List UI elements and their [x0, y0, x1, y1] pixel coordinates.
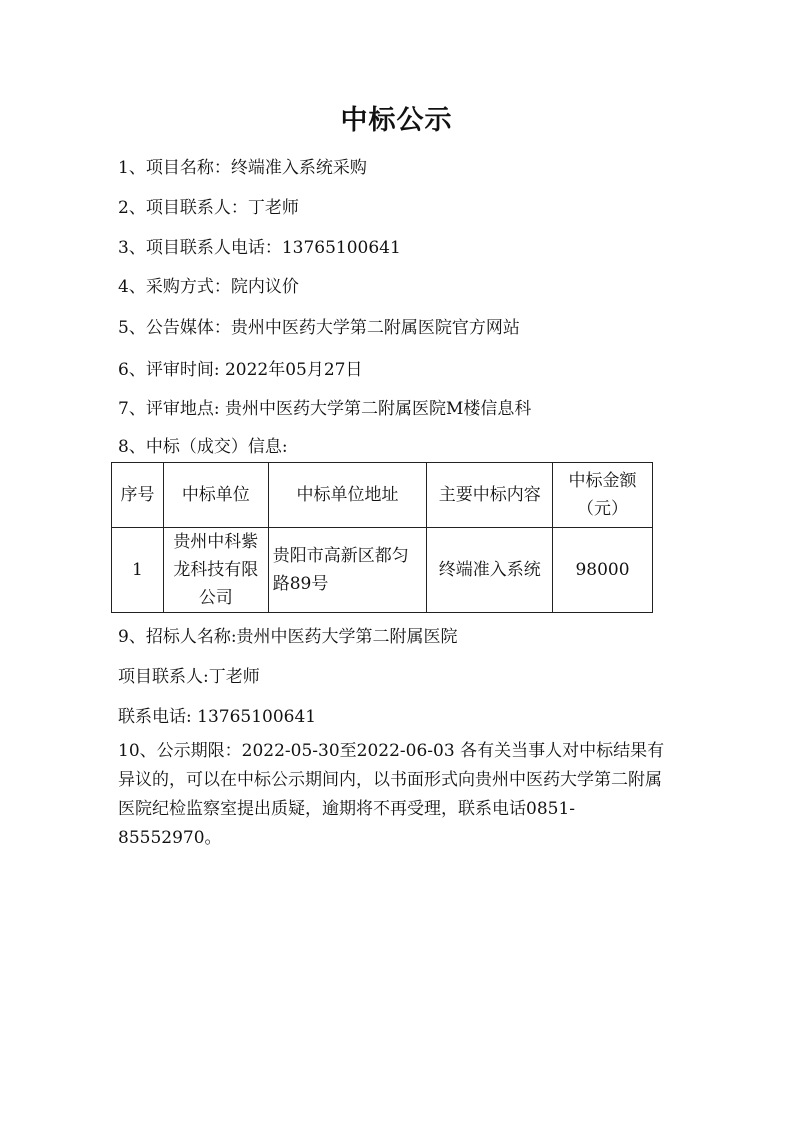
header-index: 序号: [112, 463, 164, 528]
cell-address: 贵阳市高新区都匀路89号: [268, 528, 427, 613]
page-title: 中标公示: [340, 105, 453, 136]
header-address: 中标单位地址: [268, 463, 427, 528]
review-time: 6、评审时间: 2022年05月27日: [118, 360, 363, 380]
tenderer-name: 9、招标人名称:贵州中医药大学第二附属医院: [118, 627, 458, 647]
table-header-row: [112, 463, 653, 528]
cell-amount: 98000: [553, 528, 653, 613]
contact-person: 项目联系人:丁老师: [118, 667, 260, 687]
award-table: [111, 462, 653, 613]
project-name: 1、项目名称：终端准入系统采购: [118, 158, 367, 178]
table-row: [112, 528, 653, 613]
announcement-media: 5、公告媒体：贵州中医药大学第二附属医院官方网站: [118, 318, 520, 338]
publicity-notice: 10、公示期限：2022-05-30至2022-06-03 各有关当事人对中标结果有异议的，可以在中标公示期间内，以书面形式向贵州中医药大学第二附属医院纪检监察室提出质疑，逾期将不再受理，联系电话0851-85552970。: [118, 741, 665, 848]
header-amount: 中标金额（元）: [553, 463, 653, 528]
cell-content: 终端准入系统: [427, 528, 553, 613]
contact-phone: 联系电话: 13765100641: [118, 707, 317, 727]
review-location: 7、评审地点: 贵州中医药大学第二附属医院M楼信息科: [118, 399, 532, 419]
header-content: 主要中标内容: [427, 463, 553, 528]
cell-index: 1: [112, 528, 164, 613]
procurement-method: 4、采购方式：院内议价: [118, 277, 299, 297]
cell-winner: 贵州中科紫龙科技有限公司: [163, 528, 268, 613]
project-contact-phone: 3、项目联系人电话：13765100641: [118, 238, 401, 258]
project-contact: 2、项目联系人：丁老师: [118, 198, 299, 218]
award-info-heading: 8、中标（成交）信息:: [118, 437, 288, 457]
header-winner: 中标单位: [163, 463, 268, 528]
